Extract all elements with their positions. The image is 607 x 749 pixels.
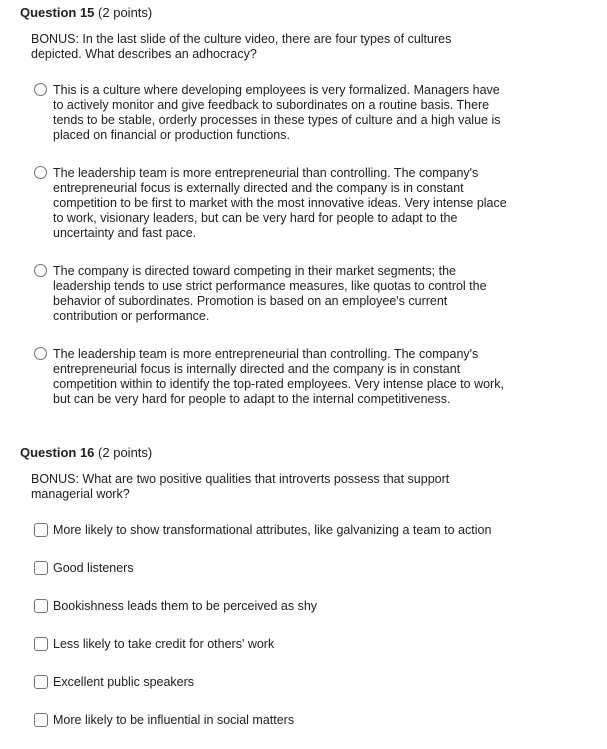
- question-16: [20, 445, 599, 745]
- radio-button[interactable]: [34, 83, 47, 96]
- answer-option-label: This is a culture where developing employees is very formalized. Managers have to actively monitor and give feedback to subordinates on a routine basis. There tends to be stable, orderly processes in these types of culture and a high value is placed on financial or production functions.: [53, 83, 501, 142]
- answer-option-label: Bookishness leads them to be perceived as shy: [53, 599, 318, 613]
- answer-option[interactable]: [34, 637, 508, 652]
- answer-option-label: More likely to be influential in social matters: [53, 713, 295, 727]
- answer-option[interactable]: [34, 599, 508, 614]
- answer-option[interactable]: [34, 523, 508, 538]
- answer-option[interactable]: [34, 675, 508, 690]
- radio-button[interactable]: [34, 166, 47, 179]
- radio-button[interactable]: [34, 264, 47, 277]
- answer-option[interactable]: [34, 166, 508, 241]
- checkbox[interactable]: [34, 599, 48, 613]
- answer-option[interactable]: [34, 264, 508, 324]
- question-points: (2 points): [98, 445, 153, 460]
- answer-option-label: Excellent public speakers: [53, 675, 195, 689]
- question-header: [20, 5, 599, 21]
- question-prompt: BONUS: In the last slide of the culture video, there are four types of cultures depicted. What describes an adhocracy?: [31, 32, 452, 61]
- answer-option-label: The leadership team is more entrepreneurial than controlling. The company's entrepreneurial focus is internally directed and the company is in constant competition within to identify the top-rated employees. Very intense place to work, but can be very hard for people to adapt to the internal competitiveness.: [53, 347, 504, 406]
- question-points: (2 points): [98, 5, 153, 20]
- answer-option-label: The leadership team is more entrepreneurial than controlling. The company's entrepreneurial focus is externally directed and the company is in constant competition to be first to market with the most innovative ideas. Very intense place to work, visionary leaders, but can be very hard for people to adapt to the uncertainty and fast pace.: [53, 166, 507, 240]
- question-number: Question 16: [20, 445, 95, 460]
- answer-option[interactable]: [34, 347, 508, 407]
- radio-button[interactable]: [34, 347, 47, 360]
- checkbox[interactable]: [34, 561, 48, 575]
- question-header: [20, 445, 599, 461]
- checkbox[interactable]: [34, 713, 48, 727]
- answer-option[interactable]: [34, 713, 508, 728]
- answer-option-label: More likely to show transformational attributes, like galvanizing a team to action: [53, 523, 492, 537]
- answer-option-label: Less likely to take credit for others' work: [53, 637, 275, 651]
- answer-option[interactable]: [34, 83, 508, 143]
- question-prompt: BONUS: What are two positive qualities that introverts possess that support managerial work?: [31, 472, 450, 501]
- answer-option-label: The company is directed toward competing in their market segments; the leadership tends to use strict performance measures, like quotas to control the behavior of subordinates. Promotion is based on an employee's current contribution or performance.: [53, 264, 487, 323]
- answer-option[interactable]: [34, 561, 508, 576]
- checkbox[interactable]: [34, 523, 48, 537]
- question-15: [20, 5, 599, 425]
- question-number: Question 15: [20, 5, 95, 20]
- checkbox[interactable]: [34, 675, 48, 689]
- checkbox[interactable]: [34, 637, 48, 651]
- answer-option-label: Good listeners: [53, 561, 134, 575]
